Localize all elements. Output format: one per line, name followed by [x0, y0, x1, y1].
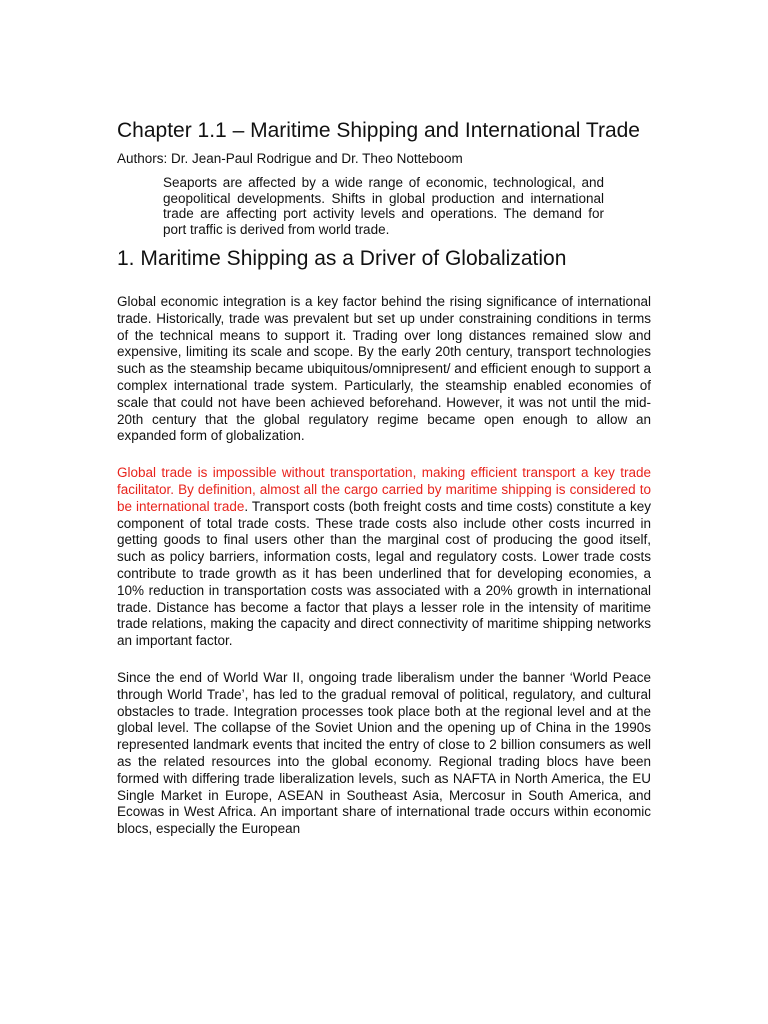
- authors-line: Authors: Dr. Jean-Paul Rodrigue and Dr. Theo Notteboom: [117, 151, 463, 166]
- body-paragraph-1: Global economic integration is a key factor behind the rising significance of international trade. Historically, trade was prevalent but set up under constraining conditions in terms of the technical means to support it. Trading over long distances remained slow and expensive, limiting its scale and scope. By the early 20th century, transport technologies such as the steamship became ubiquitous/omnipresent/ and efficient enough to support a complex international trade system. Particularly, the steamship enabled economies of scale that could not have been achieved beforehand. However, it was not until the mid-20th century that the global regulatory regime became open enough to allow an expanded form of globalization.: [117, 294, 651, 444]
- chapter-title: Chapter 1.1 – Maritime Shipping and International Trade: [117, 119, 640, 142]
- body-paragraph-2-text: . Transport costs (both freight costs and time costs) constitute a key component of total trade costs. These trade costs also include other costs incurred in getting goods to final users other than the marginal cost of producing the good itself, such as policy barriers, information costs, legal and regulatory costs. Lower trade costs contribute to trade growth as it has been underlined that for developing economies, a 10% reduction in transportation costs was associated with a 20% growth in international trade. Distance has become a factor that plays a lesser role in the intensity of maritime trade relations, making the capacity and direct connectivity of maritime shipping networks an important factor.: [117, 498, 651, 649]
- document-page: [117, 118, 651, 838]
- abstract-paragraph: Seaports are affected by a wide range of economic, technological, and geopolitical developments. Shifts in global production and international trade are affecting port activity levels and operations. The demand for port traffic is derived from world trade.: [163, 175, 604, 237]
- body-paragraph-3: Since the end of World War II, ongoing trade liberalism under the banner ‘World Peace through World Trade’, has led to the gradual removal of political, regulatory, and cultural obstacles to trade. Integration processes took place both at the regional level and at the global level. The collapse of the Soviet Union and the opening up of China in the 1990s represented landmark events that incited the entry of close to 2 billion consumers as well as the related resources into the global economy. Regional trading blocs have been formed with differing trade liberalization levels, such as NAFTA in North America, the EU Single Market in Europe, ASEAN in Southeast Asia, Mercosur in South America, and Ecowas in West Africa. An important share of international trade occurs within economic blocs, especially the European: [117, 669, 651, 837]
- body-paragraph-2: [117, 465, 651, 650]
- highlighted-text: Global trade is impossible without transportation, making efficient transport a key trade facilitator. By definition, almost all the cargo carried by maritime shipping is considered to be international trade: [117, 465, 651, 514]
- section-title: 1. Maritime Shipping as a Driver of Globalization: [117, 247, 567, 270]
